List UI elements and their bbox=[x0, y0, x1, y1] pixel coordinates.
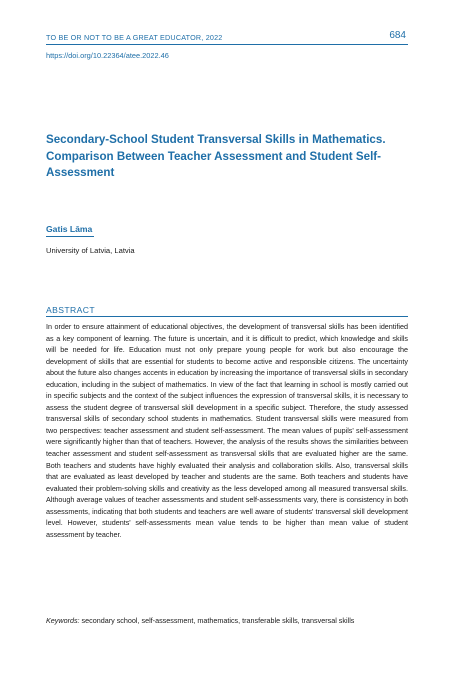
abstract-heading: ABSTRACT bbox=[46, 305, 96, 315]
abstract-paragraph: In order to ensure attainment of educational objectives, the development of transversal skills has been identified as a key component of learning. The future is uncertain, and it is difficult to predict, which knowledge and skills will be needed for life. Education must not only prepare young people for work but also encourage the development of skills that are essential for students to become active and responsible citizens. The uncertainty about the future also changes accents in education by increasing the importance of transversal skills in secondary education, including in the subject of mathematics. In view of the fact that learning in school is mostly carried out in specific subjects and the context of the subject influences the expression of transversal skills, it is necessary to assess the student degree of transversal skill development in a specific subject. Therefore, the study assessed transversal skills of secondary school students in mathematics. Student transversal skills were measured from two perspectives: teacher assessment and student self-assessment. The mean values of pupils' self-assessment were significantly higher than that of teachers. However, the analysis of the results shows the similarities between teacher assessment and student self-assessment as transversal skills that are evaluated higher are the same. Both teachers and students have highly evaluated their analysis and collaboration skills. Also, transversal skills that are evaluated as least developed by teacher and students are the same. Both teachers and students have evaluated their problem-solving skills and creativity as the less developed among all measured transversal skills. Although average values of teacher assessments and student self-assessments vary, there is consistency in both assessments, indicating that both students and teachers are well aware of students' transversal skill development level. However, students' self-assessments mean value tends to be higher than mean value of student assessment by teacher. bbox=[46, 322, 408, 539]
keywords-label: Keywords: bbox=[46, 616, 80, 625]
keywords-block bbox=[46, 615, 408, 627]
abstract-text bbox=[46, 321, 408, 540]
header-divider bbox=[46, 44, 408, 45]
keywords-text: secondary school, self-assessment, mathematics, transferable skills, transversal skills bbox=[79, 616, 355, 625]
author-name: Gatis Lāma bbox=[46, 224, 93, 234]
page-number: 684 bbox=[389, 30, 406, 41]
author-affiliation: University of Latvia, Latvia bbox=[46, 246, 135, 255]
author-divider bbox=[46, 236, 94, 237]
abstract-divider bbox=[46, 316, 408, 317]
doi-link[interactable]: https://doi.org/10.22364/atee.2022.46 bbox=[46, 51, 169, 60]
article-title: Secondary-School Student Transversal Skills in Mathematics. Comparison Between Teacher Assessment and Student Self-Assessment bbox=[46, 133, 386, 179]
journal-header: TO BE OR NOT TO BE A GREAT EDUCATOR, 2022 bbox=[46, 33, 223, 42]
